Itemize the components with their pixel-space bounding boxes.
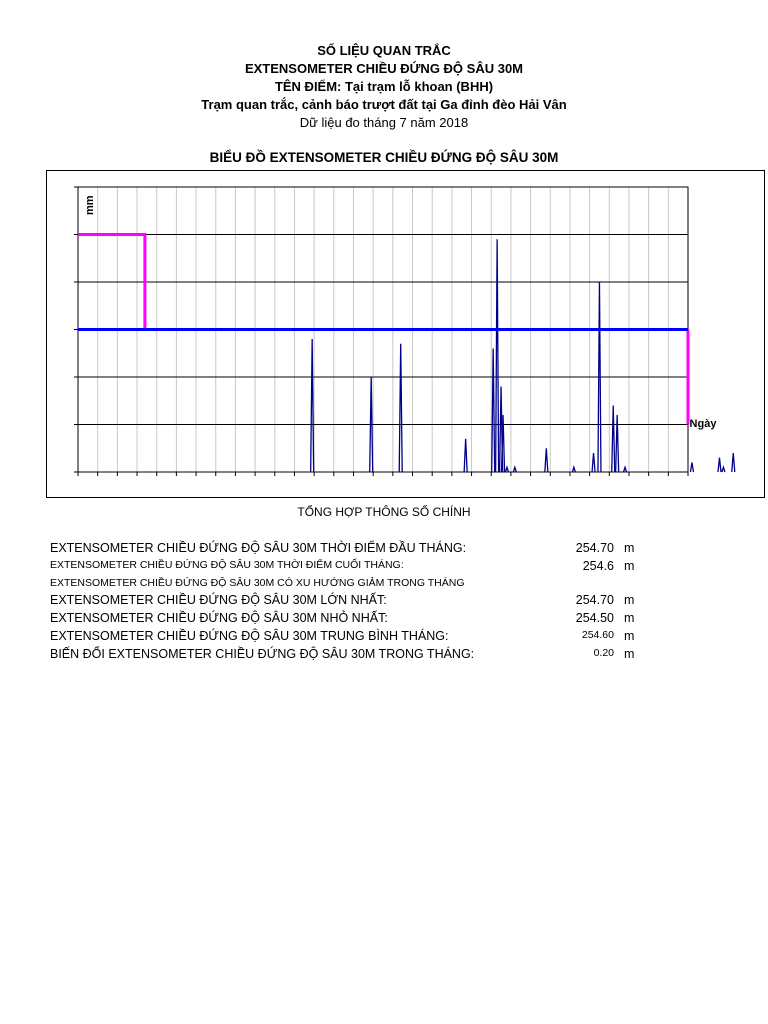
data-spike (572, 467, 575, 472)
header-line-4: Trạm quan trắc, cảnh báo trượt đất tại Ga đỉnh đèo Hải Vân (201, 97, 567, 112)
header-line-5: Dữ liệu đo tháng 7 năm 2018 (299, 115, 469, 130)
data-spike (311, 339, 314, 472)
data-spike (545, 448, 548, 472)
data-spike (732, 453, 735, 472)
summary-row-label: EXTENSOMETER CHIỀU ĐỨNG ĐỘ SÂU 30M LỚN NHẤT: (50, 593, 387, 607)
data-spike (690, 463, 693, 473)
header-line-3: TÊN ĐIỂM: Tại trạm lỗ khoan (BHH) (274, 79, 494, 94)
data-spike (399, 344, 402, 472)
data-spike (624, 467, 627, 472)
summary-row-value: 254.60 (581, 629, 614, 641)
summary-row-value: 254.70 (575, 593, 614, 607)
x-axis-label: Ngày (689, 418, 717, 430)
data-spike (612, 406, 615, 473)
summary-row (50, 611, 650, 629)
chart-frame (46, 170, 765, 498)
summary-row-label: BIẾN ĐỔI EXTENSOMETER CHIỀU ĐỨNG ĐỘ SÂU 30M TRONG THÁNG: (50, 647, 475, 661)
summary-row-label: EXTENSOMETER CHIỀU ĐỨNG ĐỘ SÂU 30M NHỎ NHẤT: (50, 611, 388, 625)
summary-title: TỔNG HỢP THÔNG SỐ CHÍNH (297, 505, 471, 519)
summary-row-value: 0.20 (593, 647, 614, 659)
report-header (0, 42, 768, 132)
summary-row-label: EXTENSOMETER CHIỀU ĐỨNG ĐỘ SÂU 30M THỜI ĐIỂM CUỐI THÁNG: (50, 559, 404, 571)
summary-row-value: 254.70 (575, 541, 614, 555)
data-spike (592, 453, 595, 472)
summary-row (50, 593, 650, 611)
summary-row-unit: m (624, 593, 635, 607)
header-line-1: SỐ LIỆU QUAN TRẮC (317, 43, 451, 58)
summary-row-value: 254.50 (575, 611, 614, 625)
summary-row-unit: m (624, 611, 635, 625)
summary-row (50, 559, 650, 577)
summary-row (50, 541, 650, 559)
summary-row-unit: m (624, 647, 635, 661)
summary-row-label: EXTENSOMETER CHIỀU ĐỨNG ĐỘ SÂU 30M TRUNG BÌNH THÁNG: (50, 629, 449, 643)
data-spike (496, 239, 499, 472)
summary-row-value: 254.6 (582, 559, 614, 573)
header-line-2: EXTENSOMETER CHIỀU ĐỨNG ĐỘ SÂU 30M (244, 61, 524, 76)
summary-row-unit: m (624, 541, 635, 555)
summary-row (50, 629, 650, 647)
data-spike (718, 458, 721, 472)
summary-row-unit: m (624, 629, 635, 643)
summary-row (50, 647, 650, 665)
chart-title: BIỂU ĐỒ EXTENSOMETER CHIỀU ĐỨNG ĐỘ SÂU 30M (209, 150, 559, 165)
chart-svg (47, 171, 764, 497)
data-spike (616, 415, 619, 472)
summary-row-label: EXTENSOMETER CHIỀU ĐỨNG ĐỘ SÂU 30M CÓ XU HƯỚNG GIẢM TRONG THÁNG (50, 577, 465, 589)
y-axis-label: mm (84, 195, 96, 215)
data-spike (492, 349, 495, 473)
data-spike (513, 467, 516, 472)
summary-row-unit: m (624, 559, 635, 573)
summary-row-label: EXTENSOMETER CHIỀU ĐỨNG ĐỘ SÂU 30M THỜI ĐIỂM ĐẦU THÁNG: (50, 541, 467, 555)
data-spike (464, 439, 467, 472)
data-spike (722, 467, 725, 472)
data-spike (505, 467, 508, 472)
